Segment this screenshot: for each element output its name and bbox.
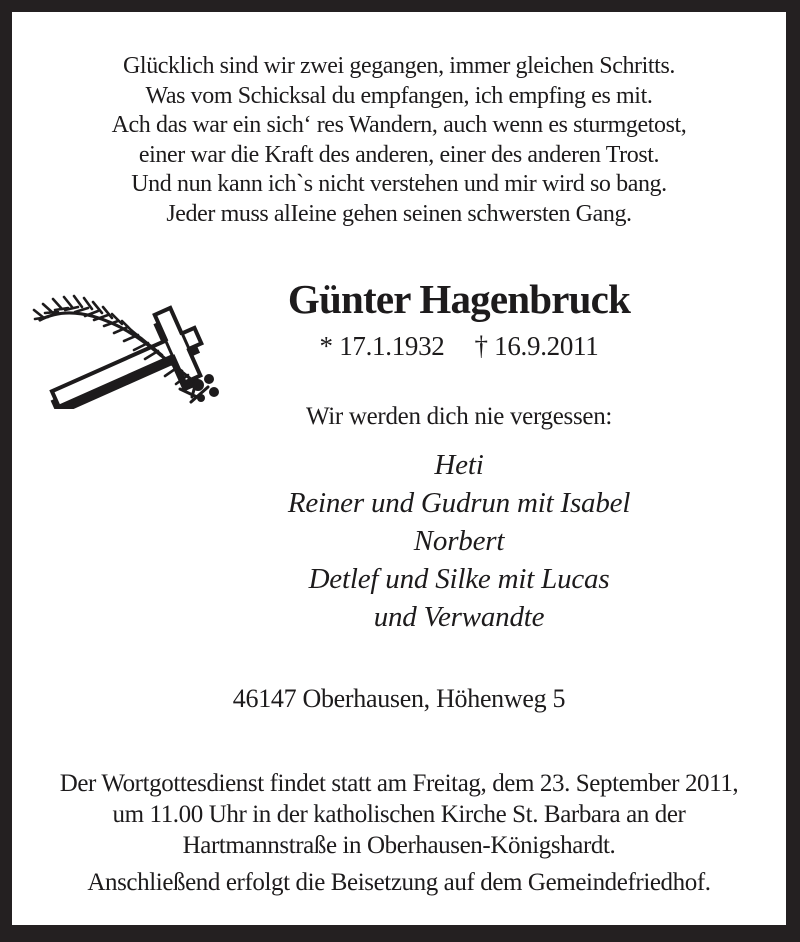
address-line: 46147 Oberhausen, Höhenweg 5 (232, 684, 566, 713)
farewell-line: Wir werden dich nie vergessen: (305, 403, 613, 430)
service-announcement (12, 768, 786, 861)
mourner-line: Norbert (413, 525, 505, 557)
poem-line: einer war die Kraft des anderen, einer des anderen Trost. (138, 141, 660, 168)
memorial-poem (12, 52, 786, 230)
poem-line: Was vom Schicksal du empfangen, ich empfing es mit. (145, 82, 653, 109)
mourner-line: Detlef und Silke mit Lucas (308, 563, 610, 595)
deceased-name: Günter Hagenbruck (287, 276, 631, 322)
obituary-sheet (12, 12, 786, 925)
birth-date: * 17.1.1932 (319, 331, 445, 361)
life-dates (132, 329, 786, 363)
mourner-line: Heti (434, 449, 484, 481)
service-line: um 11.00 Uhr in der katholischen Kirche St. Barbara an der (112, 801, 686, 828)
service-line: Der Wortgottesdienst findet statt am Freitag, dem 23. September 2011, (59, 770, 739, 797)
poem-line: Und nun kann ich`s nicht verstehen und mir wird so bang. (131, 171, 667, 198)
service-line: Hartmannstraße in Oberhausen-Königshardt. (182, 832, 616, 859)
mourner-line: Reiner und Gudrun mit Isabel (287, 487, 631, 519)
burial-line: Anschließend erfolgt die Beisetzung auf dem Gemeindefriedhof. (87, 869, 711, 896)
poem-line: Glücklich sind wir zwei gegangen, immer gleichen Schritts. (123, 53, 675, 79)
poem-line: Jeder muss alIeine gehen seinen schwersten Gang. (166, 200, 632, 227)
death-date: † 16.9.2011 (474, 331, 599, 361)
deceased-section (12, 275, 786, 363)
mourners-list (12, 446, 786, 636)
cross-with-palm-branch-icon (30, 293, 222, 409)
poem-line: Ach das war ein sich‘ res Wandern, auch wenn es sturmgetost, (111, 112, 687, 139)
mourner-line: und Verwandte (373, 601, 545, 633)
